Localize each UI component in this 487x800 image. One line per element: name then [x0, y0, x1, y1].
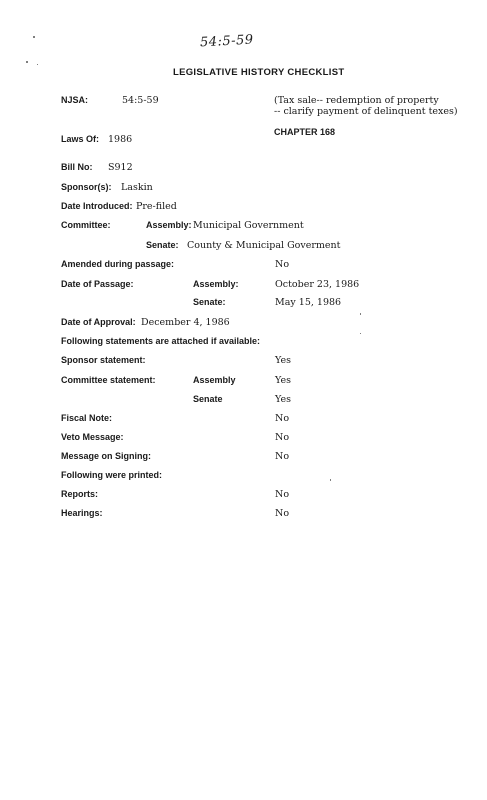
fiscal-note-value: No — [275, 413, 290, 424]
message-on-signing-value: No — [275, 451, 290, 462]
laws-of-label: Laws Of: — [61, 134, 100, 144]
committee-label: Committee: — [61, 220, 111, 230]
chapter: CHAPTER 168 — [274, 127, 336, 137]
hearings-label: Hearings: — [61, 508, 103, 518]
committee-assembly-label: Assembly: — [146, 220, 192, 230]
reports-value: No — [275, 489, 290, 500]
message-on-signing-label: Message on Signing: — [61, 451, 152, 461]
committee-statement-assembly-value: Yes — [275, 375, 291, 386]
scan-speck — [330, 479, 331, 481]
note-line-2: -- clarify payment of delinquent texes) — [274, 106, 458, 117]
committee-statement-label: Committee statement: — [61, 375, 156, 385]
hearings-value: No — [275, 508, 290, 519]
page-title: LEGISLATIVE HISTORY CHECKLIST — [173, 67, 345, 78]
scan-speck — [360, 313, 361, 315]
committee-assembly-value: Municipal Government — [193, 220, 304, 231]
passage-assembly-value: October 23, 1986 — [275, 279, 360, 290]
passage-senate-value: May 15, 1986 — [275, 297, 342, 308]
scan-speck — [37, 64, 38, 65]
passage-assembly-label: Assembly: — [193, 279, 239, 289]
committee-statement-senate-value: Yes — [275, 394, 291, 405]
approval-value: December 4, 1986 — [141, 317, 230, 328]
passage-senate-label: Senate: — [193, 297, 226, 307]
bill-no-value: S912 — [108, 162, 133, 173]
statements-heading: Following statements are attached if available: — [61, 336, 261, 346]
sponsors-label: Sponsor(s): — [61, 182, 112, 192]
laws-of-value: 1986 — [108, 134, 133, 145]
handwritten-number: 54:5-59 — [199, 32, 254, 51]
njsa-label: NJSA: — [61, 95, 89, 105]
amended-value: No — [275, 259, 290, 270]
veto-message-label: Veto Message: — [61, 432, 124, 442]
committee-statement-senate-label: Senate — [193, 394, 223, 404]
date-introduced-value: Pre-filed — [136, 201, 177, 212]
sponsor-statement-label: Sponsor statement: — [61, 355, 146, 365]
fiscal-note-label: Fiscal Note: — [61, 413, 113, 423]
reports-label: Reports: — [61, 489, 99, 499]
njsa-value: 54:5-59 — [122, 95, 159, 106]
committee-senate-value: County & Municipal Goverment — [187, 240, 341, 251]
scan-speck — [33, 36, 35, 38]
committee-statement-assembly-label: Assembly — [193, 375, 236, 385]
bill-no-label: Bill No: — [61, 162, 93, 172]
veto-message-value: No — [275, 432, 290, 443]
committee-senate-label: Senate: — [146, 240, 179, 250]
sponsor-statement-value: Yes — [275, 355, 291, 366]
scan-speck — [26, 61, 28, 63]
amended-label: Amended during passage: — [61, 259, 175, 269]
note-line-1: (Tax sale-- redemption of property — [274, 95, 439, 106]
date-introduced-label: Date Introduced: — [61, 201, 133, 211]
scan-speck — [360, 333, 361, 334]
sponsors-value: Laskin — [121, 182, 153, 193]
approval-label: Date of Approval: — [61, 317, 136, 327]
passage-label: Date of Passage: — [61, 279, 134, 289]
printed-heading: Following were printed: — [61, 470, 162, 480]
